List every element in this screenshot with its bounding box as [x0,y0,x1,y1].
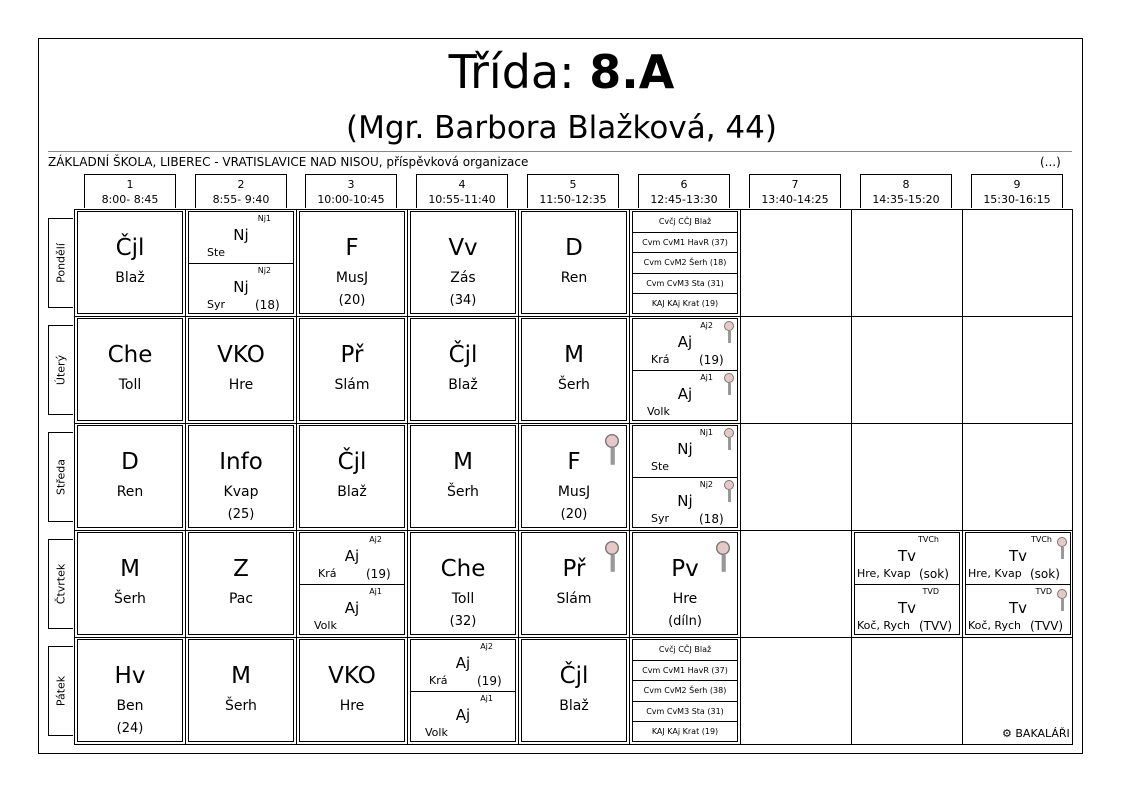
teacher: Blaž [448,377,478,393]
teacher: Koč, Rych [968,618,1022,632]
teacher: Hre, Kvap [968,567,1022,580]
subject: Aj [344,547,360,565]
group: Aj2 [480,642,493,651]
lesson-cell-split[interactable] [632,318,738,421]
grid-line [296,209,297,745]
teacher: Volk [314,618,337,632]
group-lesson [189,212,293,263]
lesson-cell[interactable] [77,211,183,314]
teacher: Krá [651,353,670,366]
room: (TVV) [1030,618,1064,633]
divider [48,151,1072,152]
subject: F [345,235,359,261]
subject: Info [219,449,263,475]
key-icon [1057,589,1067,611]
teacher: Hre [228,377,254,393]
grid-line [74,316,1073,317]
day-label: Středa [48,432,73,522]
group-lesson: Cvčj CČJ Blaž [658,645,712,654]
teacher: Zás [450,270,476,286]
lesson-cell[interactable] [521,532,627,635]
grid-line [74,530,1073,531]
subject: M [120,556,140,582]
subject: Aj [677,384,693,403]
lesson-cell[interactable] [521,318,627,421]
group-lesson [855,533,959,584]
lesson-cell[interactable] [410,425,516,528]
lesson-cell[interactable] [299,211,405,314]
subject: VKO [217,342,265,368]
key-icon [724,321,734,343]
subject: Vv [448,235,478,261]
subject: Nj [233,226,249,244]
group-lesson: Cvm CvM3 Sta (31) [633,701,737,721]
gear-icon: ⚙ [1002,727,1012,740]
group-lesson: KAJ KAj Krat (19) [633,721,737,741]
grid-line [851,209,852,745]
subject: Nj [677,491,693,510]
group-lesson: Cvm CvM2 Šerh (18) [633,252,737,272]
subject: Tv [1008,598,1028,617]
lesson-cell[interactable] [188,425,294,528]
subject: Čjl [559,663,589,689]
subject: D [565,235,583,261]
teacher: Ste [651,460,670,473]
key-icon [724,428,734,450]
group-lesson [633,319,737,370]
subject: Hv [114,663,146,689]
lesson-cell[interactable] [188,639,294,742]
teacher: Ben [116,698,144,714]
subject: Př [562,556,586,582]
group: TVCh [1030,535,1052,544]
group-lesson: Cvm CvM1 HavR (37) [633,232,737,252]
subject: M [453,449,473,475]
group: Aj1 [480,693,493,703]
lesson-cell[interactable] [77,425,183,528]
period-header: 1 8:00- 8:45 [84,174,176,208]
group: Nj1 [699,428,713,437]
lesson-cell[interactable] [299,639,405,742]
room: (20) [338,293,366,308]
more-indicator[interactable]: (...) [1040,155,1061,169]
period-header: 2 8:55- 9:40 [195,174,287,208]
lesson-cell-split[interactable] [299,532,405,635]
lesson-cell[interactable] [299,318,405,421]
group-lesson [966,533,1070,584]
day-label: Pondělí [48,218,73,308]
teacher: MusJ [557,484,591,500]
grid-line [407,209,408,745]
room: (TVV) [919,618,953,633]
teacher: MusJ [335,270,369,286]
subject: F [567,449,581,475]
period-header: 5 11:50-12:35 [527,174,619,208]
lesson-cell[interactable] [77,639,183,742]
subject: Tv [897,547,917,565]
lesson-cell[interactable] [77,318,183,421]
group: Nj2 [257,265,271,275]
subject: Aj [455,705,471,724]
grid-line [740,209,741,745]
subject: Aj [677,333,693,351]
teacher: Krá [318,567,337,580]
lesson-cell[interactable] [410,211,516,314]
grid-line [629,209,630,745]
lesson-cell[interactable] [410,318,516,421]
room: (19) [699,353,724,367]
teacher: Šerh [558,377,590,393]
group-lesson [189,263,293,315]
group-lesson [966,584,1070,636]
teacher: Hre [339,698,365,714]
group: TVD [1035,586,1052,596]
lesson-cell[interactable] [521,639,627,742]
group: Nj1 [257,214,271,223]
key-icon [1057,537,1067,559]
subject: Che [107,342,153,368]
subject: Z [233,556,249,582]
lesson-cell[interactable] [410,532,516,635]
group-lesson: Cvm CvM3 Sta (31) [633,273,737,293]
room: (19) [366,567,391,581]
teacher: Šerh [447,484,479,500]
subject: VKO [328,663,376,689]
subject: Čjl [337,449,367,475]
grid-line [74,637,1073,638]
lesson-cell-split[interactable] [410,639,516,742]
lesson-cell[interactable] [188,318,294,421]
lesson-cell[interactable] [632,532,738,635]
page-title: Třída: 8.A [448,45,675,99]
teacher: Hre [672,591,698,607]
subject: Čjl [115,235,145,261]
group-lesson [300,533,404,584]
subject: Čjl [448,342,478,368]
room: (32) [449,614,477,629]
subject: M [564,342,584,368]
lesson-cell-split[interactable] [632,425,738,528]
period-header: 9 15:30-16:15 [971,174,1063,208]
teacher: Slám [556,591,592,607]
teacher: Kvap [223,484,259,500]
school-name: ZÁKLADNÍ ŠKOLA, LIBEREC - VRATISLAVICE NAD NISOU, příspěvková organizace [48,155,529,169]
group: Nj2 [699,479,713,489]
grid-line [74,423,1073,424]
day-label: Úterý [48,325,73,415]
class-teacher: (Mgr. Barbora Blažková, 44) [346,110,777,146]
subject: Aj [455,654,471,672]
group-lesson [300,584,404,636]
teacher: Toll [451,591,475,607]
day-label: Čtvrtek [48,539,73,629]
teacher: Ren [116,484,144,500]
subject: Tv [1008,547,1028,565]
teacher: Šerh [114,591,146,607]
teacher: Pac [228,591,254,607]
teacher: Šerh [225,698,257,714]
period-header: 7 13:40-14:25 [749,174,841,208]
room: (20) [560,507,588,522]
teacher: Blaž [559,698,589,714]
teacher: Blaž [115,270,145,286]
lesson-cell[interactable] [77,532,183,635]
room: (34) [449,293,477,308]
subject: D [121,449,139,475]
room: (sok) [1030,567,1060,581]
group-lesson [633,370,737,422]
subject: Př [340,342,364,368]
teacher: Koč, Rych [857,618,911,632]
room: (19) [477,674,502,688]
group: Aj1 [369,586,382,596]
group: Aj2 [700,321,713,330]
teacher: Krá [429,674,448,687]
teacher: Ste [207,246,226,259]
lesson-cell-split[interactable] [188,211,294,314]
group: Aj1 [700,372,713,382]
lesson-cell[interactable] [188,532,294,635]
room: (25) [227,507,255,522]
group-lesson [633,426,737,477]
subject: Tv [897,598,917,617]
subject: Che [440,556,486,582]
teacher: Volk [647,404,670,418]
bakalari-logo: ⚙ BAKALÁŘI [1002,727,1070,740]
teacher: Syr [651,511,670,525]
group-lesson: Cvm CvM1 HavR (37) [633,660,737,680]
lesson-cell[interactable] [521,425,627,528]
lesson-cell[interactable] [299,425,405,528]
room: (sok) [919,567,949,581]
lesson-cell-split[interactable] [854,532,960,635]
group-lesson: Cvčj CČJ Blaž [658,217,712,226]
group: Aj2 [369,535,382,544]
group-lesson [411,640,515,691]
group-lesson [855,584,959,636]
teacher: Syr [207,297,226,311]
period-header: 8 14:35-15:20 [860,174,952,208]
group-lesson [633,477,737,529]
room: (díln) [668,614,702,629]
period-header: 3 10:00-10:45 [305,174,397,208]
teacher: Ren [560,270,588,286]
grid-line [185,209,186,745]
lesson-cell-multi[interactable] [632,639,738,742]
room: (18) [699,511,724,526]
period-header: 4 10:55-11:40 [416,174,508,208]
grid-line [518,209,519,745]
room: (18) [255,297,280,312]
teacher: Blaž [337,484,367,500]
day-label: Pátek [48,646,73,736]
room: (24) [116,721,144,736]
subject: M [231,663,251,689]
lesson-cell-multi[interactable] [632,211,738,314]
group-lesson [411,691,515,743]
key-icon [724,480,734,502]
group-lesson: Cvm CvM2 Šerh (38) [633,680,737,700]
key-icon [724,373,734,395]
period-header: 6 12:45-13:30 [638,174,730,208]
group: TVD [922,586,939,596]
grid-line [962,209,963,745]
teacher: Hre, Kvap [857,567,911,580]
subject: Nj [233,277,249,296]
subject: Aj [344,598,360,617]
teacher: Volk [425,725,448,739]
subject: Pv [671,556,699,582]
subject: Nj [677,440,693,458]
teacher: Toll [118,377,142,393]
teacher: Slám [334,377,370,393]
group-lesson: KAJ KAj Krat (19) [633,293,737,313]
group: TVCh [917,535,939,544]
lesson-cell[interactable] [521,211,627,314]
lesson-cell-split[interactable] [965,532,1071,635]
